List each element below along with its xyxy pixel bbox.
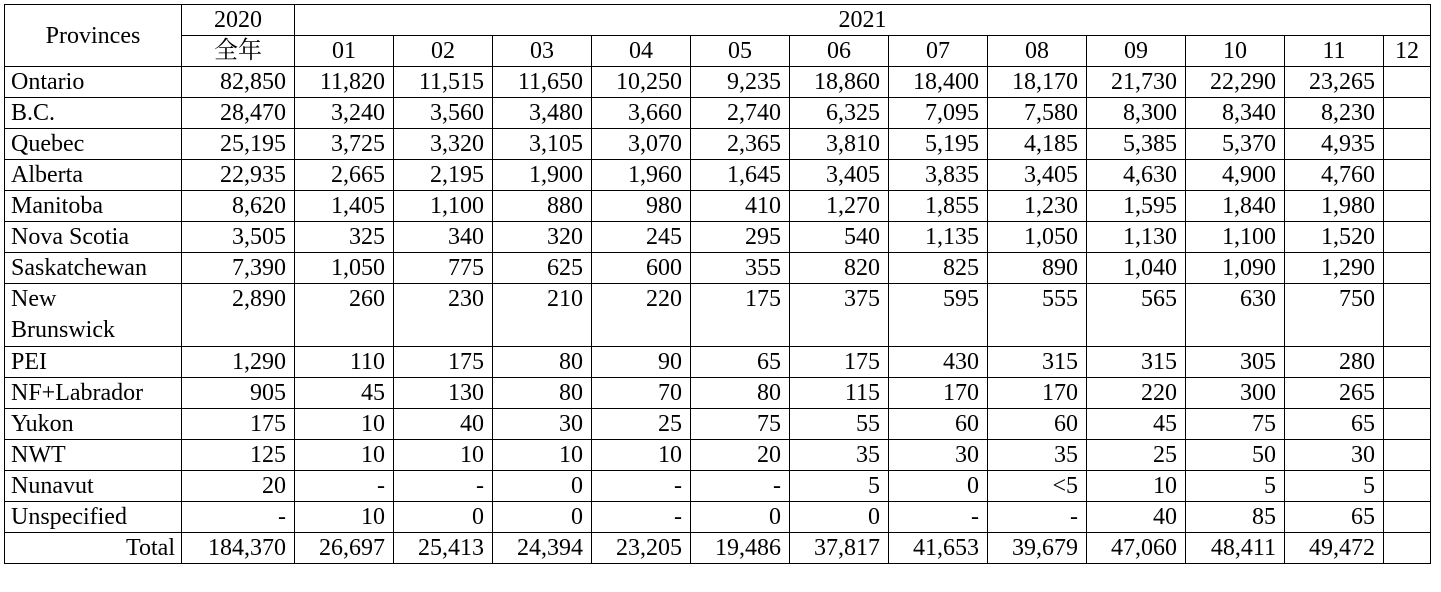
data-cell: 3,560: [394, 98, 493, 129]
table-row: [5, 440, 1431, 471]
data-cell: 49,472: [1285, 533, 1384, 564]
month-header: 06: [790, 36, 889, 67]
data-cell: 60: [889, 409, 988, 440]
data-cell: 4,185: [988, 129, 1087, 160]
data-cell: 10: [295, 440, 394, 471]
month-header: 05: [691, 36, 790, 67]
data-cell: [1384, 347, 1431, 378]
data-cell: 30: [889, 440, 988, 471]
data-cell: [1384, 129, 1431, 160]
data-cell: 8,300: [1087, 98, 1186, 129]
data-cell: 60: [988, 409, 1087, 440]
data-cell: 40: [394, 409, 493, 440]
table-row: [5, 253, 1431, 284]
data-cell: 25,413: [394, 533, 493, 564]
data-cell: 9,235: [691, 67, 790, 98]
data-cell: 1,520: [1285, 222, 1384, 253]
data-cell: [1384, 98, 1431, 129]
data-cell: 10: [493, 440, 592, 471]
data-cell: 18,860: [790, 67, 889, 98]
data-cell: 2,365: [691, 129, 790, 160]
month-header: 10: [1186, 36, 1285, 67]
data-cell: 65: [1285, 409, 1384, 440]
data-cell: [1384, 67, 1431, 98]
data-cell: [1384, 378, 1431, 409]
data-cell: 37,817: [790, 533, 889, 564]
province-name: Ontario: [5, 67, 182, 98]
data-cell: 600: [592, 253, 691, 284]
data-cell: 0: [889, 471, 988, 502]
data-cell: 325: [295, 222, 394, 253]
data-cell: 295: [691, 222, 790, 253]
data-cell: 50: [1186, 440, 1285, 471]
data-cell: 41,653: [889, 533, 988, 564]
data-cell: -: [889, 502, 988, 533]
data-cell: 3,660: [592, 98, 691, 129]
data-cell: 220: [592, 284, 691, 347]
table-row: [5, 222, 1431, 253]
data-cell: 35: [988, 440, 1087, 471]
data-cell: 1,840: [1186, 191, 1285, 222]
table-body: [5, 67, 1431, 564]
data-cell: 980: [592, 191, 691, 222]
data-cell: 3,480: [493, 98, 592, 129]
data-cell: 3,105: [493, 129, 592, 160]
data-cell: 25: [592, 409, 691, 440]
data-cell: 75: [1186, 409, 1285, 440]
data-cell: [1384, 533, 1431, 564]
data-cell: 7,580: [988, 98, 1087, 129]
data-cell: 905: [182, 378, 295, 409]
province-name: Saskatchewan: [5, 253, 182, 284]
table-row: [5, 347, 1431, 378]
data-cell: 3,240: [295, 98, 394, 129]
data-cell: 210: [493, 284, 592, 347]
year-2020-header: 2020: [182, 5, 295, 36]
data-cell: 25: [1087, 440, 1186, 471]
data-cell: 70: [592, 378, 691, 409]
data-cell: 3,810: [790, 129, 889, 160]
month-header: 02: [394, 36, 493, 67]
data-cell: -: [592, 471, 691, 502]
data-cell: 1,900: [493, 160, 592, 191]
data-cell: 2,665: [295, 160, 394, 191]
province-name: Alberta: [5, 160, 182, 191]
province-name: Unspecified: [5, 502, 182, 533]
data-cell: 2,195: [394, 160, 493, 191]
data-cell: 10: [295, 409, 394, 440]
data-cell: 1,980: [1285, 191, 1384, 222]
table-row: [5, 284, 1431, 347]
table-row: [5, 160, 1431, 191]
data-cell: 48,411: [1186, 533, 1285, 564]
total-label: Total: [5, 533, 182, 564]
data-cell: 6,325: [790, 98, 889, 129]
data-cell: 30: [493, 409, 592, 440]
table-row: [5, 502, 1431, 533]
data-cell: 3,835: [889, 160, 988, 191]
data-cell: 39,679: [988, 533, 1087, 564]
data-cell: 175: [790, 347, 889, 378]
data-cell: 565: [1087, 284, 1186, 347]
data-cell: 8,340: [1186, 98, 1285, 129]
data-cell: 55: [790, 409, 889, 440]
data-cell: 340: [394, 222, 493, 253]
data-cell: 45: [1087, 409, 1186, 440]
data-cell: 3,505: [182, 222, 295, 253]
data-cell: 3,070: [592, 129, 691, 160]
data-cell: 625: [493, 253, 592, 284]
data-cell: 23,205: [592, 533, 691, 564]
data-cell: 28,470: [182, 98, 295, 129]
data-cell: 24,394: [493, 533, 592, 564]
data-cell: 8,620: [182, 191, 295, 222]
data-cell: 820: [790, 253, 889, 284]
data-cell: [1384, 191, 1431, 222]
data-cell: 825: [889, 253, 988, 284]
data-cell: 5,370: [1186, 129, 1285, 160]
data-cell: 410: [691, 191, 790, 222]
year-2021-header: 2021: [295, 5, 1431, 36]
data-cell: 115: [790, 378, 889, 409]
data-cell: 19,486: [691, 533, 790, 564]
data-cell: 11,650: [493, 67, 592, 98]
data-cell: 10: [592, 440, 691, 471]
data-cell: [1384, 160, 1431, 191]
data-cell: 595: [889, 284, 988, 347]
data-cell: 90: [592, 347, 691, 378]
data-cell: 170: [988, 378, 1087, 409]
data-cell: 750: [1285, 284, 1384, 347]
data-cell: 80: [691, 378, 790, 409]
data-cell: 110: [295, 347, 394, 378]
data-cell: 22,290: [1186, 67, 1285, 98]
table-row: [5, 378, 1431, 409]
data-cell: 305: [1186, 347, 1285, 378]
data-cell: 315: [988, 347, 1087, 378]
data-cell: 0: [691, 502, 790, 533]
data-cell: 630: [1186, 284, 1285, 347]
data-cell: [1384, 471, 1431, 502]
data-cell: 65: [1285, 502, 1384, 533]
data-cell: 7,390: [182, 253, 295, 284]
data-cell: 125: [182, 440, 295, 471]
data-cell: [1384, 284, 1431, 347]
data-cell: 1,290: [182, 347, 295, 378]
month-header: 04: [592, 36, 691, 67]
provinces-header: Provinces: [5, 5, 182, 67]
data-cell: 1,960: [592, 160, 691, 191]
data-cell: -: [182, 502, 295, 533]
data-cell: 10: [295, 502, 394, 533]
data-cell: 3,725: [295, 129, 394, 160]
data-cell: 65: [691, 347, 790, 378]
data-cell: 130: [394, 378, 493, 409]
data-cell: 320: [493, 222, 592, 253]
data-cell: 21,730: [1087, 67, 1186, 98]
province-name: PEI: [5, 347, 182, 378]
data-cell: -: [691, 471, 790, 502]
data-cell: 170: [889, 378, 988, 409]
provinces-table: [4, 4, 1431, 564]
data-cell: 175: [691, 284, 790, 347]
data-cell: 4,900: [1186, 160, 1285, 191]
data-cell: 45: [295, 378, 394, 409]
data-cell: 1,855: [889, 191, 988, 222]
data-cell: 1,090: [1186, 253, 1285, 284]
data-cell: 1,135: [889, 222, 988, 253]
table-row: [5, 129, 1431, 160]
data-cell: 82,850: [182, 67, 295, 98]
data-cell: 5,385: [1087, 129, 1186, 160]
province-name: Nova Scotia: [5, 222, 182, 253]
data-cell: 5: [1186, 471, 1285, 502]
data-cell: 4,760: [1285, 160, 1384, 191]
data-cell: 890: [988, 253, 1087, 284]
data-cell: 7,095: [889, 98, 988, 129]
data-cell: 1,050: [988, 222, 1087, 253]
data-cell: 47,060: [1087, 533, 1186, 564]
data-cell: 10,250: [592, 67, 691, 98]
month-header-row: [5, 36, 1431, 67]
data-cell: 775: [394, 253, 493, 284]
month-header: 08: [988, 36, 1087, 67]
data-cell: 0: [493, 502, 592, 533]
data-cell: 1,230: [988, 191, 1087, 222]
table-row: [5, 471, 1431, 502]
data-cell: 1,290: [1285, 253, 1384, 284]
month-header: 03: [493, 36, 592, 67]
data-cell: 10: [1087, 471, 1186, 502]
data-cell: 5,195: [889, 129, 988, 160]
data-cell: 85: [1186, 502, 1285, 533]
province-name: Quebec: [5, 129, 182, 160]
data-cell: 2,740: [691, 98, 790, 129]
data-cell: 355: [691, 253, 790, 284]
data-cell: 5: [790, 471, 889, 502]
data-cell: 80: [493, 378, 592, 409]
data-cell: 22,935: [182, 160, 295, 191]
data-cell: 8,230: [1285, 98, 1384, 129]
data-cell: 35: [790, 440, 889, 471]
month-header: 01: [295, 36, 394, 67]
data-cell: 175: [182, 409, 295, 440]
province-name: Manitoba: [5, 191, 182, 222]
data-cell: 1,405: [295, 191, 394, 222]
month-header: 12: [1384, 36, 1431, 67]
data-cell: [1384, 222, 1431, 253]
data-cell: <5: [988, 471, 1087, 502]
data-cell: 3,405: [790, 160, 889, 191]
data-cell: 184,370: [182, 533, 295, 564]
data-cell: 2,890: [182, 284, 295, 347]
data-cell: 1,270: [790, 191, 889, 222]
data-cell: 280: [1285, 347, 1384, 378]
data-cell: 880: [493, 191, 592, 222]
total-row: [5, 533, 1431, 564]
data-cell: 260: [295, 284, 394, 347]
province-name: NWT: [5, 440, 182, 471]
data-cell: 25,195: [182, 129, 295, 160]
province-name: Nunavut: [5, 471, 182, 502]
data-cell: 26,697: [295, 533, 394, 564]
data-cell: -: [592, 502, 691, 533]
data-cell: -: [988, 502, 1087, 533]
data-cell: 175: [394, 347, 493, 378]
table-row: [5, 409, 1431, 440]
data-cell: -: [394, 471, 493, 502]
data-cell: 5: [1285, 471, 1384, 502]
data-cell: 1,100: [1186, 222, 1285, 253]
data-cell: 18,400: [889, 67, 988, 98]
data-cell: 1,040: [1087, 253, 1186, 284]
data-cell: 40: [1087, 502, 1186, 533]
data-cell: [1384, 440, 1431, 471]
month-header: 09: [1087, 36, 1186, 67]
data-cell: 0: [790, 502, 889, 533]
data-cell: 20: [182, 471, 295, 502]
data-cell: 540: [790, 222, 889, 253]
data-cell: [1384, 253, 1431, 284]
data-cell: 300: [1186, 378, 1285, 409]
data-cell: [1384, 502, 1431, 533]
data-cell: 30: [1285, 440, 1384, 471]
data-cell: 1,645: [691, 160, 790, 191]
data-cell: 0: [493, 471, 592, 502]
data-cell: 245: [592, 222, 691, 253]
province-name: B.C.: [5, 98, 182, 129]
data-cell: 75: [691, 409, 790, 440]
data-cell: 11,820: [295, 67, 394, 98]
data-cell: 23,265: [1285, 67, 1384, 98]
data-cell: 3,405: [988, 160, 1087, 191]
data-cell: 20: [691, 440, 790, 471]
data-cell: 265: [1285, 378, 1384, 409]
data-cell: 4,935: [1285, 129, 1384, 160]
data-cell: 220: [1087, 378, 1186, 409]
data-cell: 230: [394, 284, 493, 347]
data-cell: 1,050: [295, 253, 394, 284]
full-year-header: 全年: [182, 36, 295, 67]
table-row: [5, 67, 1431, 98]
data-cell: 10: [394, 440, 493, 471]
data-cell: 4,630: [1087, 160, 1186, 191]
data-cell: 18,170: [988, 67, 1087, 98]
data-cell: -: [295, 471, 394, 502]
table-row: [5, 98, 1431, 129]
data-cell: 1,100: [394, 191, 493, 222]
data-cell: 430: [889, 347, 988, 378]
month-header: 07: [889, 36, 988, 67]
province-name: Yukon: [5, 409, 182, 440]
province-name: New Brunswick: [5, 284, 182, 347]
data-cell: 1,130: [1087, 222, 1186, 253]
data-cell: 375: [790, 284, 889, 347]
data-cell: 80: [493, 347, 592, 378]
province-name: NF+Labrador: [5, 378, 182, 409]
month-header: 11: [1285, 36, 1384, 67]
table-row: [5, 191, 1431, 222]
data-cell: 11,515: [394, 67, 493, 98]
data-cell: 555: [988, 284, 1087, 347]
data-cell: 315: [1087, 347, 1186, 378]
table-header: [5, 5, 1431, 67]
data-cell: 1,595: [1087, 191, 1186, 222]
data-cell: [1384, 409, 1431, 440]
data-cell: 0: [394, 502, 493, 533]
data-cell: 3,320: [394, 129, 493, 160]
